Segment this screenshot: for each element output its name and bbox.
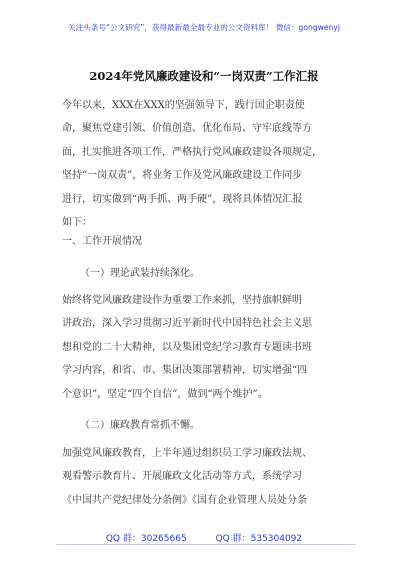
document-title: 2024年党风廉政建设和“一岗双责”工作汇报	[89, 69, 319, 83]
paragraph-line: 想和党的二十大精神，以及集团党纪学习教育专题读书班	[62, 341, 312, 353]
paragraph-line: 学习内容，和省、市、集团决策部署精神，切实增强“四	[62, 365, 308, 377]
subsection-2-paragraph	[62, 442, 362, 512]
paragraph-line: 讲政治，深入学习贯彻习近平新时代中国特色社会主义思	[62, 318, 312, 330]
paragraph-line: 加强党风廉政教育，上半年通过组织员工学习廉政法规、	[62, 448, 312, 459]
intro-line: 面，扎实推进各项工作，严格执行党风廉政建设各项规定，	[62, 146, 322, 158]
footer-divider	[56, 544, 356, 545]
intro-line: 今年以来，XXX在XXX的坚强领导下，践行国企职责使	[62, 100, 305, 111]
intro-paragraph	[62, 94, 362, 234]
intro-line: 坚持“一岗双责”，将业务工作及党风廉政建设工作同步	[62, 170, 303, 182]
paragraph-line: 个意识”，坚定“四个自信”，做到“两个维护”。	[62, 388, 268, 400]
qq-group-2: QQ 群：535304092	[215, 534, 303, 544]
paragraph-line: 始终将党风廉政建设作为重要工作来抓，坚持旗帜鲜明	[62, 295, 302, 306]
paragraph-line: 《中国共产党纪律处分条例》《国有企业管理人员处分条	[62, 494, 307, 506]
intro-line: 进行，切实做到“两手抓、两手硬”，现将具体情况汇报	[62, 193, 303, 205]
qq-group-1: QQ 群：30265665	[105, 534, 187, 544]
subsection-heading: （二）廉政教育常抓不懈。	[80, 420, 200, 431]
subsection-1-paragraph	[62, 289, 362, 406]
subsection-heading: （一）理论武装持续深化。	[80, 268, 200, 279]
intro-line: 命，聚焦党建引领、价值创造、优化布局、守牢底线等方	[62, 123, 312, 135]
section-heading: 一、工作开展情况	[62, 236, 142, 247]
intro-line: 如下：	[62, 217, 92, 229]
top-promo-banner: 关注头条号“公文研究”，获得最新最全最专业的公文资料库！ 微信：gongwenyj	[68, 23, 340, 32]
footer-contact	[0, 531, 408, 544]
paragraph-line: 观看警示教育片、开展廉政文化活动等方式，系统学习	[62, 471, 302, 483]
